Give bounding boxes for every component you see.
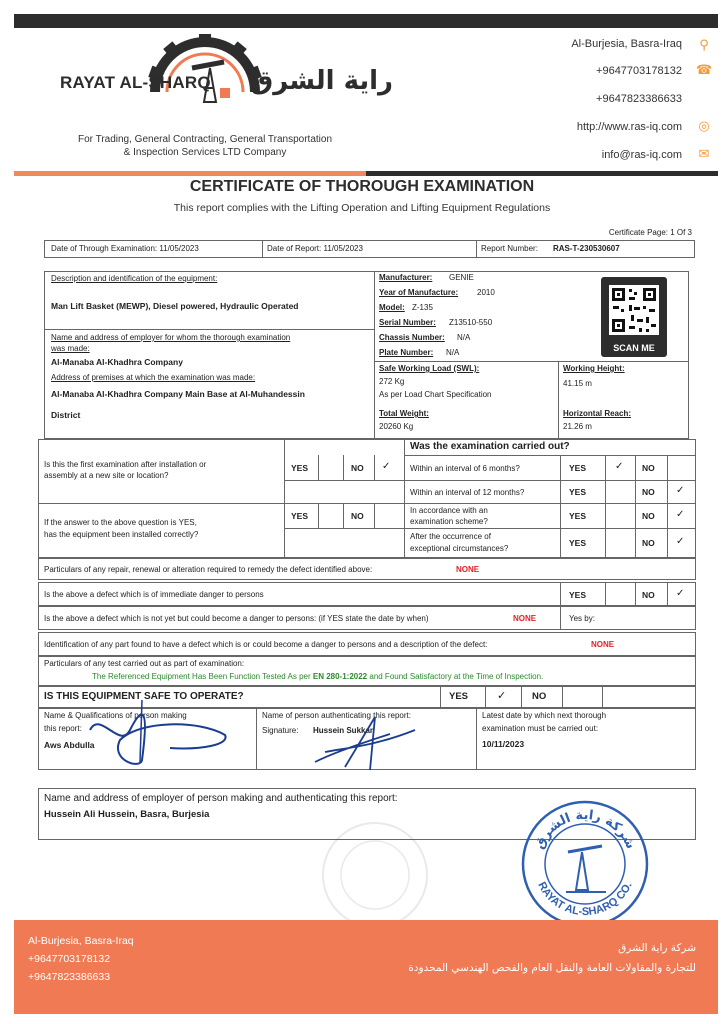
safe-yes[interactable]: YES — [449, 691, 469, 702]
manufacturer-value: GENIE — [449, 273, 474, 282]
scheme-no[interactable]: NO — [642, 511, 655, 521]
envelope-icon: ✉ — [698, 147, 710, 162]
footer-ar-line-1: شركة راية الشرق — [618, 942, 696, 954]
model-value: Z-135 — [412, 303, 433, 312]
footer-phone-1: +9647703178132 — [28, 953, 111, 965]
test-value-c: and Found Satisfactory at the Time of Inspection. — [367, 672, 544, 681]
auth-name: Hussein Sukkar — [313, 726, 374, 735]
swl-value-2: As per Load Chart Specification — [379, 390, 492, 399]
installed-no[interactable]: NO — [351, 511, 364, 521]
installed-yes[interactable]: YES — [291, 511, 309, 521]
signature-hussein — [305, 712, 425, 772]
exceptional-no-check: ✓ — [676, 536, 685, 547]
int6-yes-check: ✓ — [615, 461, 624, 472]
int12-no-check: ✓ — [676, 485, 685, 496]
premises-label: Address of premises at which the examination was made: — [51, 373, 256, 382]
serial-value: Z13510-550 — [449, 318, 493, 327]
maker-label-1: Name & Qualifications of person making — [44, 711, 187, 720]
exceptional-label-2: exceptional circumstances? — [410, 544, 509, 553]
safe-label: IS THIS EQUIPMENT SAFE TO OPERATE? — [44, 691, 244, 702]
exceptional-yes[interactable]: YES — [569, 538, 587, 548]
employer-of-person-value: Hussein Ali Hussein, Basra, Burjesia — [44, 809, 210, 820]
next-exam-label-1: Latest date by which next thorough — [482, 711, 607, 720]
qr-pattern-icon — [601, 279, 667, 341]
test-value-a: The Referenced Equipment Has Been Function Tested As per — [92, 672, 313, 681]
stamp-text-ar: شركة راية الشرق — [532, 807, 639, 852]
globe-icon: ◎ — [698, 119, 710, 134]
installed-q-1: If the answer to the above question is YES, — [44, 518, 197, 527]
safe-yes-check: ✓ — [497, 690, 507, 702]
int12-yes[interactable]: YES — [569, 487, 587, 497]
height-value: 41.15 m — [563, 379, 592, 388]
identification-value: NONE — [591, 640, 615, 649]
tagline-line-1: For Trading, General Contracting, General Transportation — [77, 134, 333, 145]
top-bar — [14, 14, 718, 28]
contact-website[interactable]: http://www.ras-iq.com — [576, 121, 682, 133]
maker-name: Aws Abdulla — [44, 740, 95, 750]
swl-label: Safe Working Load (SWL): — [379, 364, 480, 373]
first-exam-no-check: ✓ — [382, 461, 391, 472]
footer-phone-2: +9647823386633 — [28, 971, 111, 983]
weight-value: 20260 Kg — [379, 422, 414, 431]
contact-address: Al-Burjesia, Basra-Iraq — [571, 38, 682, 50]
year-value: 2010 — [477, 288, 495, 297]
brand-name-en: RAYAT AL-SHARQ — [60, 73, 211, 92]
scheme-label-1: In accordance with an — [410, 506, 488, 515]
watermark-stamp — [320, 820, 430, 930]
employer-name: Al-Manaba Al-Khadhra Company — [51, 357, 183, 367]
phone-icon: ☎ — [696, 63, 713, 78]
chassis-value: N/A — [457, 333, 471, 342]
plate-value: N/A — [446, 348, 460, 357]
contact-email[interactable]: info@ras-iq.com — [601, 149, 682, 161]
year-label: Year of Manufacture: — [379, 288, 459, 297]
immediate-no[interactable]: NO — [642, 590, 655, 600]
report-date: Date of Report: 11/05/2023 — [267, 244, 363, 253]
immediate-no-check: ✓ — [676, 588, 685, 599]
premises-value-1: Al-Manaba Al-Khadhra Company Main Base at Al-Muhandessin — [51, 389, 305, 399]
chassis-label: Chassis Number: — [379, 333, 445, 342]
future-danger-label: Is the above a defect which is not yet but could become a danger to persons: (if YES state the date by when) — [44, 614, 429, 623]
equipment-desc: Man Lift Basket (MEWP), Diesel powered, Hydraulic Operated — [51, 301, 299, 311]
qr-code[interactable] — [601, 277, 667, 357]
header-divider — [14, 171, 718, 176]
footer-ar-line-2: للتجارة والمقاولات العامة والنقل العام والفحص الهندسي المحدودة — [408, 962, 696, 974]
height-label: Working Height: — [563, 364, 625, 373]
immediate-yes[interactable]: YES — [569, 590, 587, 600]
safe-no[interactable]: NO — [532, 691, 547, 702]
auth-label: Name of person authenticating this report: — [262, 711, 411, 720]
exam-date: Date of Through Examination: 11/05/2023 — [51, 244, 199, 253]
test-standard: EN 280-1:2022 — [312, 672, 368, 681]
future-danger-value: NONE — [513, 614, 537, 623]
report-number-label: Report Number: — [481, 244, 538, 253]
contact-phone-2: +9647823386633 — [596, 93, 682, 105]
weight-label: Total Weight: — [379, 409, 429, 418]
first-exam-q-2: assembly at a new site or location? — [44, 471, 169, 480]
installed-q-2: has the equipment been installed correctly? — [44, 530, 199, 539]
company-stamp — [520, 800, 650, 928]
auth-signature-label: Signature: — [262, 726, 299, 735]
scheme-label-2: examination scheme? — [410, 517, 488, 526]
equipment-desc-label: Description and identification of the equipment: — [51, 274, 218, 283]
test-value — [92, 672, 543, 681]
scheme-yes[interactable]: YES — [569, 511, 587, 521]
contact-phone-1: +9647703178132 — [596, 65, 682, 77]
signature-aws — [80, 690, 240, 770]
reach-value: 21.26 m — [563, 422, 592, 431]
repair-value: NONE — [456, 565, 480, 574]
manufacturer-label: Manufacturer: — [379, 273, 433, 282]
scheme-no-check: ✓ — [676, 509, 685, 520]
employer-of-person-label: Name and address of employer of person making and authenticating this report: — [44, 793, 398, 804]
first-exam-q-1: Is this the first examination after installation or — [44, 460, 207, 469]
serial-label: Serial Number: — [379, 318, 436, 327]
footer-address: Al-Burjesia, Basra-Iraq — [28, 935, 134, 947]
exceptional-no[interactable]: NO — [642, 538, 655, 548]
int6-no[interactable]: NO — [642, 463, 655, 473]
carried-out-title: Was the examination carried out? — [410, 441, 570, 452]
tagline-line-2: & Inspection Services LTD Company — [123, 147, 287, 158]
test-label: Particulars of any test carried out as part of examination: — [44, 659, 245, 668]
employer-label-1: Name and address of employer for whom the thorough examination — [51, 333, 291, 342]
page-title: CERTIFICATE OF THOROUGH EXAMINATION — [189, 178, 535, 195]
page-subtitle: This report complies with the Lifting Operation and Lifting Equipment Regulations — [173, 202, 551, 214]
employer-label-2: was made: — [51, 344, 90, 353]
next-exam-label-2: examination must be carried out: — [482, 724, 599, 733]
swl-value-1: 272 Kg — [379, 377, 405, 386]
scan-me-label: SCAN ME — [613, 343, 655, 353]
report-number: RAS-T-230530607 — [553, 244, 620, 253]
svg-text:RAYAT AL-SHARQ CO. — [535, 880, 634, 918]
location-pin-icon: ⚲ — [699, 38, 709, 53]
yes-by-label: Yes by: — [569, 614, 595, 623]
company-tagline — [60, 133, 350, 159]
plate-label: Plate Number: — [379, 348, 434, 357]
maker-label-2: this report: — [44, 724, 82, 733]
model-label: Model: — [379, 303, 405, 312]
first-exam-yes[interactable]: YES — [291, 463, 309, 473]
exam-questions-grid — [38, 439, 696, 558]
stamp-text-en: RAYAT AL-SHARQ CO. — [535, 880, 635, 919]
next-exam-date: 10/11/2023 — [482, 739, 525, 749]
brand-name-ar: راية الشرق — [250, 66, 394, 96]
interval-12-label: Within an interval of 12 months? — [410, 488, 525, 497]
repair-label: Particulars of any repair, renewal or alteration required to remedy the defect identified above: — [44, 565, 373, 574]
immediate-danger-label: Is the above a defect which is of immediate danger to persons — [44, 590, 264, 599]
certificate-page: Certificate Page: 1 Of 3 — [608, 228, 692, 237]
exceptional-label-1: After the occurrence of — [410, 532, 491, 541]
interval-6-label: Within an interval of 6 months? — [410, 464, 520, 473]
int12-no[interactable]: NO — [642, 487, 655, 497]
premises-value-2: District — [51, 410, 81, 420]
identification-label: Identification of any part found to have a defect which is or could become a danger to persons and a description of the defect: — [44, 640, 488, 649]
reach-label: Horizontal Reach: — [563, 409, 632, 418]
int6-yes[interactable]: YES — [569, 463, 587, 473]
first-exam-no[interactable]: NO — [351, 463, 364, 473]
